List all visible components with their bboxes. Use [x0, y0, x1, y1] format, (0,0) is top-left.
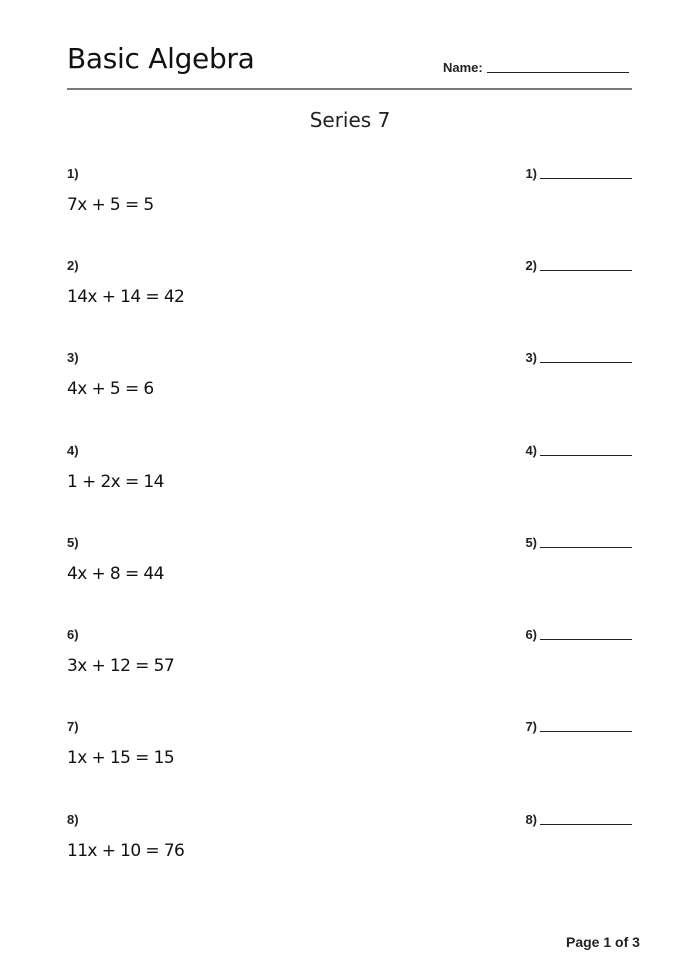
answer-field[interactable] — [525, 812, 632, 827]
problem-equation: 11x + 10 = 76 — [67, 841, 185, 861]
header-divider — [67, 88, 632, 90]
answer-field[interactable] — [525, 719, 632, 734]
answer-blank-line[interactable] — [540, 639, 632, 640]
problem-number: 1) — [67, 166, 79, 181]
answer-field[interactable] — [525, 258, 632, 273]
problem-equation: 7x + 5 = 5 — [67, 195, 154, 215]
problem-number: 2) — [67, 258, 79, 273]
worksheet-title: Basic Algebra — [67, 42, 255, 75]
answer-blank-line[interactable] — [540, 270, 632, 271]
problem-equation: 4x + 8 = 44 — [67, 564, 164, 584]
answer-label: 7) — [525, 719, 537, 734]
problem-equation: 3x + 12 = 57 — [67, 656, 175, 676]
problem-number: 3) — [67, 350, 79, 365]
answer-blank-line[interactable] — [540, 178, 632, 179]
answer-label: 2) — [525, 258, 537, 273]
answer-label: 6) — [525, 627, 537, 642]
problem-number: 7) — [67, 719, 79, 734]
name-label: Name: — [443, 60, 483, 75]
problem-number: 4) — [67, 443, 79, 458]
answer-label: 8) — [525, 812, 537, 827]
problem-equation: 1 + 2x = 14 — [67, 472, 164, 492]
answer-label: 4) — [525, 443, 537, 458]
answer-blank-line[interactable] — [540, 731, 632, 732]
problem-number: 8) — [67, 812, 79, 827]
answer-field[interactable] — [525, 350, 632, 365]
answer-field[interactable] — [525, 535, 632, 550]
answer-blank-line[interactable] — [540, 547, 632, 548]
name-blank-line[interactable] — [487, 72, 629, 73]
name-field[interactable] — [443, 60, 629, 75]
problem-equation: 14x + 14 = 42 — [67, 287, 185, 307]
problem-equation: 1x + 15 = 15 — [67, 748, 175, 768]
answer-blank-line[interactable] — [540, 824, 632, 825]
answer-label: 3) — [525, 350, 537, 365]
answer-field[interactable] — [525, 627, 632, 642]
answer-field[interactable] — [525, 443, 632, 458]
page-indicator: Page 1 of 3 — [566, 934, 640, 950]
answer-blank-line[interactable] — [540, 455, 632, 456]
problem-equation: 4x + 5 = 6 — [67, 379, 154, 399]
answer-field[interactable] — [525, 166, 632, 181]
problem-number: 6) — [67, 627, 79, 642]
answer-label: 1) — [525, 166, 537, 181]
answer-blank-line[interactable] — [540, 362, 632, 363]
answer-label: 5) — [525, 535, 537, 550]
series-subtitle: Series 7 — [309, 108, 391, 132]
problem-number: 5) — [67, 535, 79, 550]
